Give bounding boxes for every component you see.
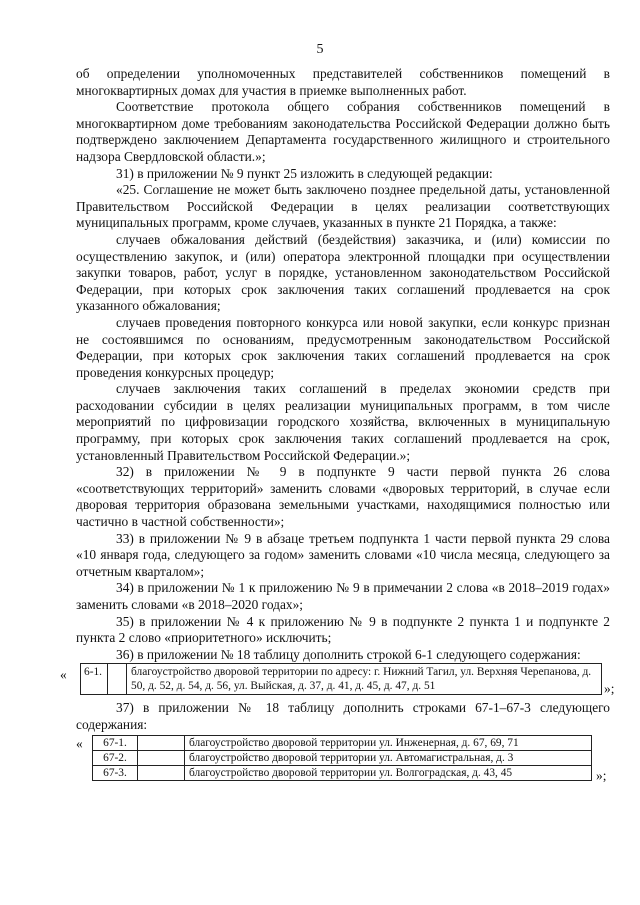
table-2-wrapper	[76, 735, 610, 781]
table-cell-description: благоустройство дворовой территории по адресу: г. Нижний Тагил, ул. Верхняя Черепанова, д. 50, д. 52, д. 54, д. 56, ул. Выйская, д. 37, д. 41, д. 45, д. 47, д. 51	[127, 664, 602, 695]
paragraph: 32) в приложении № 9 в подпункте 9 части первой пункта 26 слова «соответствующих территорий» заменить словами «дворовых территорий, в случае если дворовая территория образована земельными участками, находящимися полностью или частично в частной собственности»;	[76, 464, 610, 530]
paragraph: случаев проведения повторного конкурса или новой закупки, если конкурс признан не состоявшимся по основаниям, предусмотренным законодательством Российской Федерации, при которых срок заключения таких соглашений продлевается на срок проведения конкурсных процедур;	[76, 314, 610, 380]
table-cell-blank	[108, 664, 127, 695]
table-cell-blank	[138, 750, 185, 765]
paragraph: случаев заключения таких соглашений в пределах экономии средств при расходовании субсидии в целях реализации муниципальных программ, в том числе мероприятий по цифровизации городского хозяйства, включенных в муниципальную программу, при которых срок заключения таких соглашений продлевается на срок, установленный Правительством Российской Федерации.»;	[76, 381, 610, 463]
paragraph: 34) в приложении № 1 к приложению № 9 в примечании 2 слова «в 2018–2019 годах» заменить словами «в 2018–2020 годах»;	[76, 580, 610, 612]
table-2	[92, 735, 592, 781]
paragraph: 33) в приложении № 9 в абзаце третьем подпункта 1 части первой пункта 29 слова «10 января года, следующего за годом» заменить словами «10 числа месяца, следующего за отчетным кварталом»;	[76, 530, 610, 579]
table-1	[80, 663, 602, 695]
table-cell-number: 67-2.	[93, 750, 138, 765]
paragraph: 36) в приложении № 18 таблицу дополнить строкой 6-1 следующего содержания:	[116, 646, 581, 662]
table-cell-description: благоустройство дворовой территории ул. Волгоградская, д. 43, 45	[185, 765, 592, 780]
paragraph: об определении уполномоченных представителей собственников помещений в многоквартирных домах для участия в приемке выполненных работ.	[76, 66, 610, 98]
document-body	[60, 66, 615, 783]
table-cell-number: 6-1.	[81, 664, 108, 695]
paragraph: 31) в приложении № 9 пункт 25 изложить в следующей редакции:	[116, 165, 493, 181]
paragraph: случаев обжалования действий (бездействия) заказчика, и (или) комиссии по осуществлению закупок, и (или) оператора электронной площадки при осуществлении закупки товаров, работ, услуг в порядке, установленном законодательством Российской Федерации, при которых срок заключения таких соглашений продлевается на срок указанного обжалования;	[76, 231, 610, 314]
table-cell-blank	[138, 765, 185, 780]
table-cell-number: 67-3.	[93, 765, 138, 780]
table-1-wrapper	[60, 663, 615, 696]
table-row	[81, 664, 602, 695]
paragraph: 35) в приложении № 4 к приложению № 9 в подпункте 2 пункта 1 и подпункте 2 пункта 2 слово «приоритетного» исключить;	[76, 613, 610, 646]
table-row	[93, 750, 592, 765]
table-row	[93, 735, 592, 750]
table-2-open-quote: «	[76, 735, 83, 751]
paragraph: Соответствие протокола общего собрания собственников помещений в многоквартирном доме требованиям законодательства Российской Федерации должно быть подтверждено заключением Департамента государственного жилищного и строительного надзора Свердловской области.»;	[76, 99, 610, 164]
paragraph: «25. Соглашение не может быть заключено позднее предельной даты, установленной Правительством Российской Федерации в целях реализации соответствующих муниципальных программ, кроме случаев, указанных в пункте 21 Порядка, а также:	[76, 182, 610, 231]
table-cell-description: благоустройство дворовой территории ул. Автомагистральная, д. 3	[185, 750, 592, 765]
table-1-close-quote: »;	[604, 680, 615, 696]
page-number: 5	[316, 42, 324, 57]
table-cell-description: благоустройство дворовой территории ул. Инженерная, д. 67, 69, 71	[185, 735, 592, 750]
table-cell-blank	[138, 735, 185, 750]
paragraphs-top	[76, 66, 610, 663]
table-1-open-quote: «	[60, 667, 67, 683]
table-row	[93, 765, 592, 780]
table-cell-number: 67-1.	[93, 735, 138, 750]
table-2-close-quote: »;	[596, 767, 607, 783]
paragraph-37: 37) в приложении № 18 таблицу дополнить строками 67-1–67-3 следующего содержания:	[76, 700, 610, 732]
